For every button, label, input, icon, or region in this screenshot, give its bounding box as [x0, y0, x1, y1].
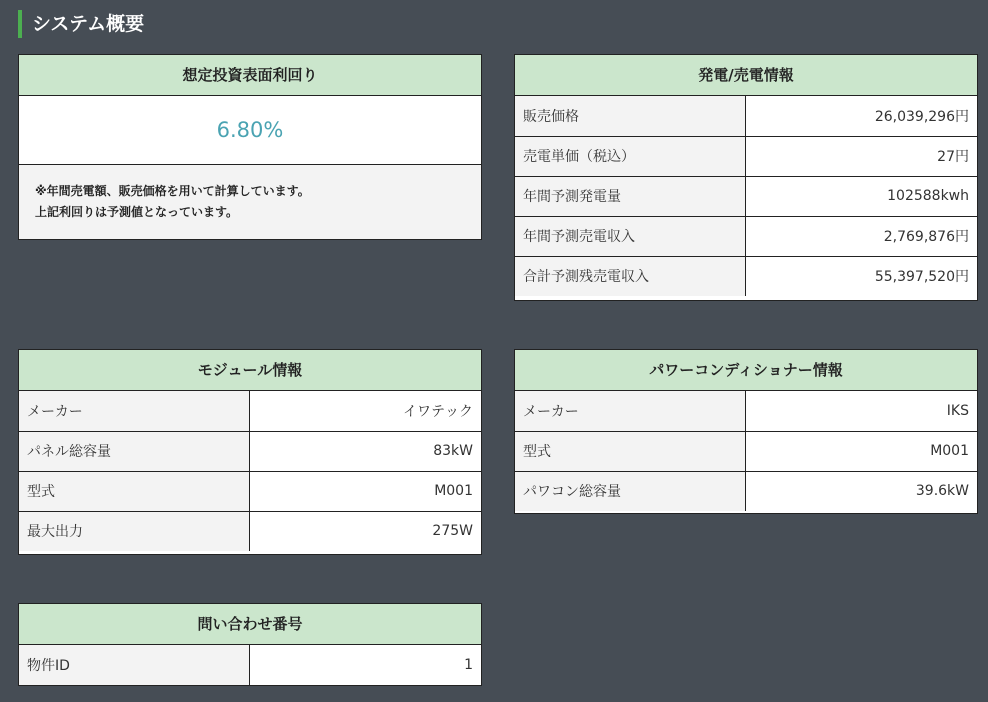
- yield-card-header: 想定投資表面利回り: [19, 55, 481, 96]
- property-id-value: 1: [249, 645, 481, 685]
- module-card-header: モジュール情報: [19, 350, 481, 391]
- inquiry-card: [18, 603, 482, 686]
- table-row: [19, 391, 481, 431]
- pcs-model-value: M001: [745, 431, 977, 471]
- table-row: [19, 471, 481, 511]
- annual-income-value: 2,769,876円: [745, 216, 977, 256]
- panel-capacity-value: 83kW: [249, 431, 481, 471]
- yield-note: [19, 165, 481, 239]
- table-row: [515, 256, 977, 296]
- pcs-card-header: パワーコンディショナー情報: [515, 350, 977, 391]
- table-row: [515, 471, 977, 511]
- panel-capacity-label: パネル総容量: [19, 431, 249, 471]
- annual-income-label: 年間予測売電収入: [515, 216, 745, 256]
- module-maker-value: イワテック: [249, 391, 481, 431]
- sale-price-label: 販売価格: [515, 96, 745, 136]
- table-row: [515, 176, 977, 216]
- yield-note-line2: 上記利回りは予測値となっています。: [35, 205, 239, 219]
- pcs-capacity-value: 39.6kW: [745, 471, 977, 511]
- total-remaining-income-label: 合計予測残売電収入: [515, 256, 745, 296]
- table-row: [19, 645, 481, 685]
- pcs-card: [514, 349, 978, 514]
- table-row: [19, 511, 481, 551]
- module-model-label: 型式: [19, 471, 249, 511]
- table-row: [515, 431, 977, 471]
- module-card: [18, 349, 482, 555]
- module-table: [19, 391, 481, 551]
- table-row: [19, 431, 481, 471]
- table-row: [515, 216, 977, 256]
- sale-price-value: 26,039,296円: [745, 96, 977, 136]
- table-row: [515, 96, 977, 136]
- pcs-capacity-label: パワコン総容量: [515, 471, 745, 511]
- max-output-label: 最大出力: [19, 511, 249, 551]
- yield-note-line1: ※年間売電額、販売価格を用いて計算しています。: [35, 184, 310, 198]
- total-remaining-income-value: 55,397,520円: [745, 256, 977, 296]
- unit-price-label: 売電単価（税込）: [515, 136, 745, 176]
- unit-price-value: 27円: [745, 136, 977, 176]
- power-sales-card-header: 発電/売電情報: [515, 55, 977, 96]
- inquiry-card-header: 問い合わせ番号: [19, 604, 481, 645]
- power-sales-table: [515, 96, 977, 296]
- inquiry-table: [19, 645, 481, 685]
- pcs-maker-label: メーカー: [515, 391, 745, 431]
- property-id-label: 物件ID: [19, 645, 249, 685]
- yield-value: 6.80%: [19, 96, 481, 165]
- power-sales-card: [514, 54, 978, 301]
- pcs-maker-value: IKS: [745, 391, 977, 431]
- module-model-value: M001: [249, 471, 481, 511]
- table-row: [515, 391, 977, 431]
- annual-generation-label: 年間予測発電量: [515, 176, 745, 216]
- yield-card: [18, 54, 482, 240]
- max-output-value: 275W: [249, 511, 481, 551]
- page-title: システム概要: [18, 10, 144, 38]
- pcs-model-label: 型式: [515, 431, 745, 471]
- module-maker-label: メーカー: [19, 391, 249, 431]
- annual-generation-value: 102588kwh: [745, 176, 977, 216]
- table-row: [515, 136, 977, 176]
- pcs-table: [515, 391, 977, 511]
